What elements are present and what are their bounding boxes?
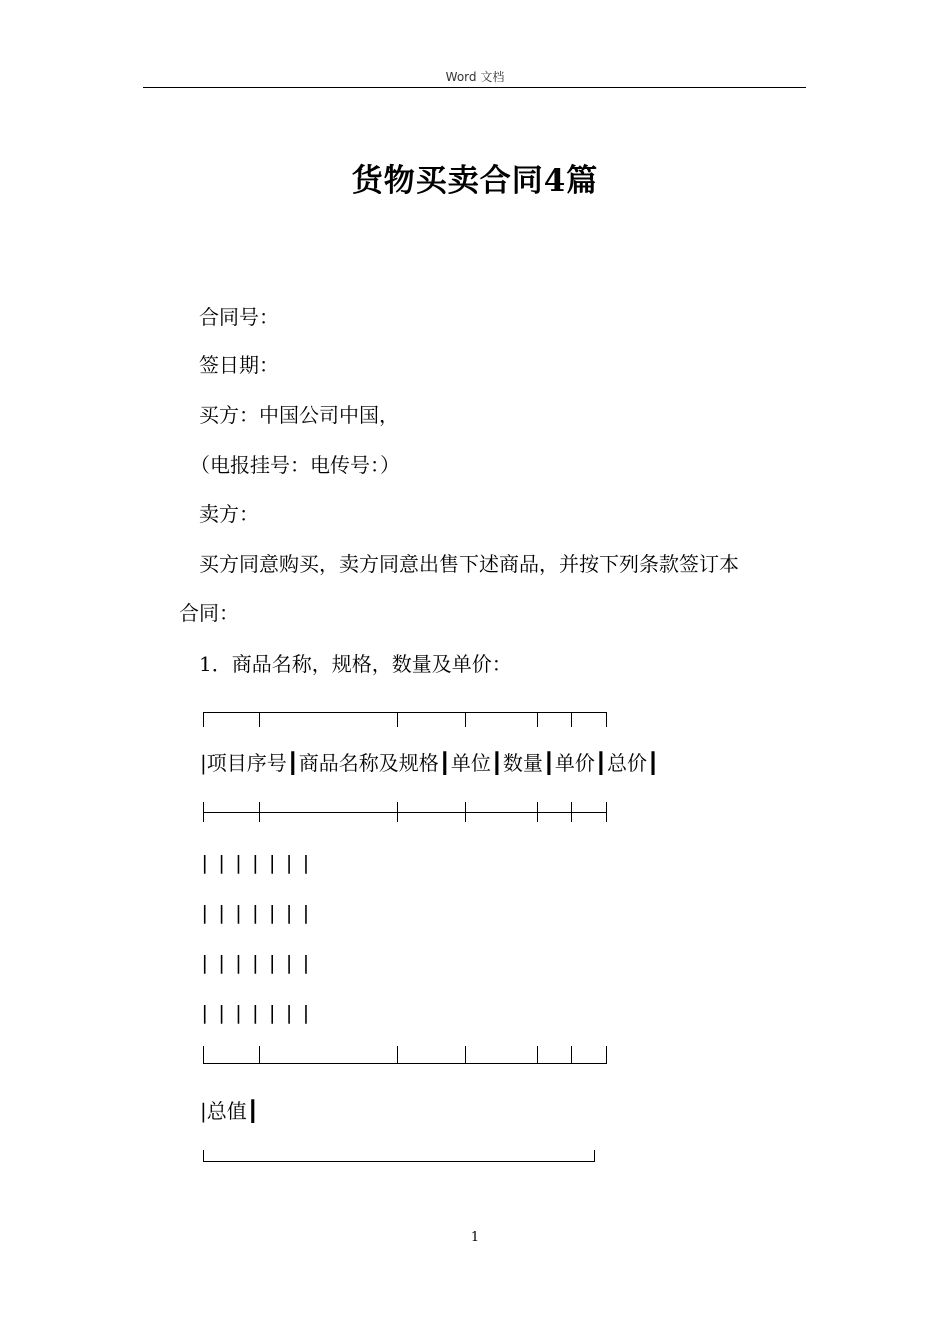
table-total-row: |总值┃	[200, 1099, 259, 1123]
table-row: | | | | | | |	[199, 1002, 309, 1024]
document-title: 货物买卖合同4篇	[351, 163, 599, 199]
table-header-separator	[203, 805, 607, 819]
table-header-row: |项目序号┃商品名称及规格┃单位┃数量┃单价┃总价┃	[200, 751, 659, 775]
header-rule	[143, 87, 806, 88]
table-bottom-border	[203, 1046, 607, 1064]
table-top-border	[203, 712, 607, 726]
item-1-heading: 1．商品名称，规格，数量及单价：	[199, 652, 512, 676]
agreement-line-1: 买方同意购买，卖方同意出售下述商品，并按下列条款签订本	[199, 552, 739, 576]
contract-number-line: 合同号：	[199, 305, 279, 329]
telegraph-line: （电报挂号：电传号：）	[190, 453, 400, 477]
table-row: | | | | | | |	[199, 902, 309, 924]
agreement-line-2: 合同：	[179, 601, 239, 625]
table-row: | | | | | | |	[199, 852, 309, 874]
sign-date-line: 签日期：	[199, 353, 279, 377]
table-row: | | | | | | |	[199, 952, 309, 974]
document-header-label: Word 文档	[445, 70, 505, 84]
total-box-border	[203, 1150, 595, 1162]
seller-line: 卖方：	[199, 502, 259, 526]
buyer-line: 买方：中国公司中国，	[199, 403, 399, 427]
page-number: 1	[470, 1230, 480, 1245]
